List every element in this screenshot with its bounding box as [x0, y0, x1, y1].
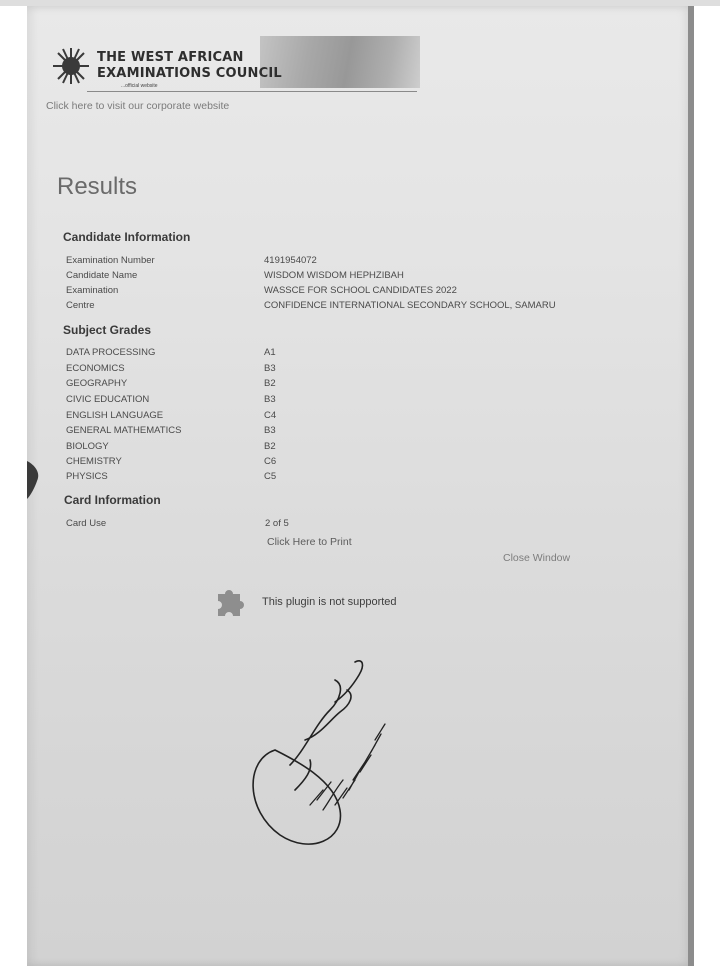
- org-subtitle: ...official website: [121, 83, 158, 89]
- card-info-heading: Card Information: [64, 493, 161, 507]
- exam-number-value: 4191954072: [264, 255, 317, 266]
- candidate-name-label: Candidate Name: [66, 270, 138, 281]
- subject-grade: C5: [264, 471, 277, 482]
- subject-name: ECONOMICS: [66, 363, 125, 374]
- subject-name: CHEMISTRY: [66, 456, 122, 467]
- subject-grade: B3: [264, 425, 276, 436]
- centre-value: CONFIDENCE INTERNATIONAL SECONDARY SCHOOL, SAMARU: [264, 300, 556, 311]
- handwritten-signature: [235, 640, 415, 860]
- subject-name: PHYSICS: [66, 471, 108, 482]
- subject-name: BIOLOGY: [66, 441, 109, 452]
- subject-name: ENGLISH LANGUAGE: [66, 410, 164, 421]
- subject-name: DATA PROCESSING: [66, 347, 156, 358]
- subject-name: GEOGRAPHY: [66, 378, 128, 389]
- examination-value: WASSCE FOR SCHOOL CANDIDATES 2022: [264, 285, 457, 296]
- header-divider: [87, 91, 417, 92]
- waec-header[interactable]: [47, 36, 417, 96]
- subject-grade: B3: [264, 394, 276, 405]
- org-name-line1: THE WEST AFRICAN: [97, 50, 244, 65]
- subject-grade: B3: [264, 363, 276, 374]
- subject-grade: A1: [264, 347, 276, 358]
- exam-number-label: Examination Number: [66, 255, 155, 266]
- subject-name: GENERAL MATHEMATICS: [66, 425, 182, 436]
- subject-grades-heading: Subject Grades: [63, 323, 152, 337]
- examination-label: Examination: [66, 285, 119, 296]
- subject-name: CIVIC EDUCATION: [66, 394, 150, 405]
- centre-label: Centre: [66, 300, 95, 311]
- candidate-name-value: WISDOM WISDOM HEPHZIBAH: [264, 270, 404, 281]
- page-edge-tear: [27, 455, 43, 501]
- waec-logo-icon: [51, 46, 91, 86]
- page-title: Results: [57, 173, 138, 200]
- candidate-info-heading: Candidate Information: [63, 230, 191, 244]
- subject-grade: C6: [264, 456, 277, 467]
- corporate-website-link[interactable]: Click here to visit our corporate website: [46, 100, 230, 112]
- sheet-edge-shadow: [688, 6, 694, 966]
- header-banner-image: [260, 36, 420, 88]
- close-window-link[interactable]: Close Window: [503, 552, 571, 564]
- card-use-value: 2 of 5: [265, 518, 289, 529]
- subject-grade: B2: [264, 378, 276, 389]
- plugin-unsupported-message: This plugin is not supported: [262, 596, 397, 608]
- card-use-label: Card Use: [66, 518, 107, 529]
- subject-grade: C4: [264, 410, 277, 421]
- puzzle-piece-icon: [212, 584, 248, 620]
- org-name-line2: EXAMINATIONS COUNCIL: [97, 66, 282, 81]
- print-link[interactable]: Click Here to Print: [267, 536, 352, 548]
- subject-grade: B2: [264, 441, 276, 452]
